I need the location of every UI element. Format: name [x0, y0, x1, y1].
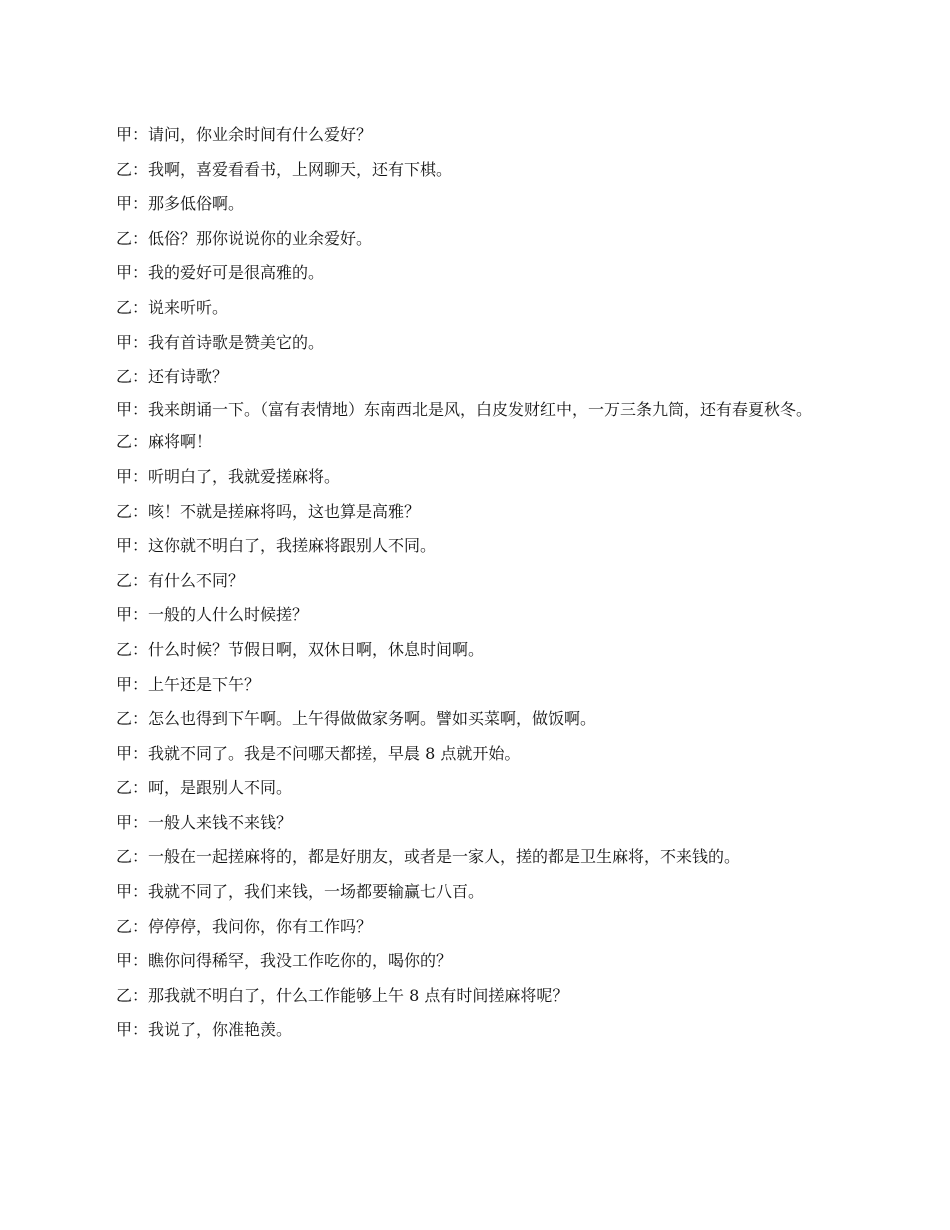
dialogue-line: 甲：请问，你业余时间有什么爱好？ [116, 125, 373, 144]
dialogue-line: 甲：听明白了，我就爱搓麻将。 [116, 466, 341, 486]
dialogue-line: 乙：那我就不明白了，什么工作能够上午 8 点有时间搓麻将呢？ [116, 985, 569, 1005]
dialogue-line: 甲：我来朗诵一下。（富有表情地）东南西北是风，白皮发财红中，一万三条九筒，还有春夏秋冬。 [116, 399, 813, 419]
dialogue-line: 甲：我的爱好可是很高雅的。 [116, 263, 325, 283]
dialogue-line: 甲：上午还是下午？ [116, 674, 261, 694]
dialogue-line: 甲：我有首诗歌是赞美它的。 [116, 332, 325, 352]
dialogue-line: 乙：我啊，喜爱看看书，上网聊天，还有下棋。 [116, 159, 453, 179]
dialogue-line: 甲：那多低俗啊。 [116, 194, 245, 214]
dialogue-line: 乙：呵，是跟别人不同。 [116, 778, 293, 798]
dialogue-line: 甲：一般人来钱不来钱？ [116, 812, 293, 832]
dialogue-line: 甲：一般的人什么时候搓？ [116, 605, 309, 625]
dialogue-line: 乙：说来听听。 [116, 297, 229, 317]
dialogue-line: 乙：麻将啊！ [116, 432, 213, 452]
dialogue-line: 乙：怎么也得到下午啊。上午得做做家务啊。譬如买菜啊，做饭啊。 [116, 709, 597, 729]
dialogue-line: 甲：我就不同了，我们来钱，一场都要输赢七八百。 [116, 882, 485, 902]
dialogue-line: 乙：有什么不同？ [116, 570, 245, 590]
dialogue-line: 甲：我就不同了。我是不问哪天都搓，早晨 8 点就开始。 [116, 743, 521, 763]
dialogue-line: 乙：什么时候？节假日啊，双休日啊，休息时间啊。 [116, 639, 485, 659]
dialogue-line: 乙：一般在一起搓麻将的，都是好朋友，或者是一家人，搓的都是卫生麻将，不来钱的。 [116, 847, 741, 867]
dialogue-line: 乙：停停停，我问你，你有工作吗？ [116, 916, 373, 936]
dialogue-line: 甲：我说了，你准艳羡。 [116, 1020, 293, 1040]
dialogue-line: 乙：低俗？那你说说你的业余爱好。 [116, 228, 373, 248]
dialogue-line: 甲：瞧你问得稀罕，我没工作吃你的，喝你的？ [116, 951, 453, 971]
dialogue-line: 乙：咳！不就是搓麻将吗，这也算是高雅？ [116, 501, 421, 521]
dialogue-line: 甲：这你就不明白了，我搓麻将跟别人不同。 [116, 536, 437, 556]
dialogue-line: 乙：还有诗歌？ [116, 367, 229, 387]
dialogue-body [116, 124, 846, 1054]
